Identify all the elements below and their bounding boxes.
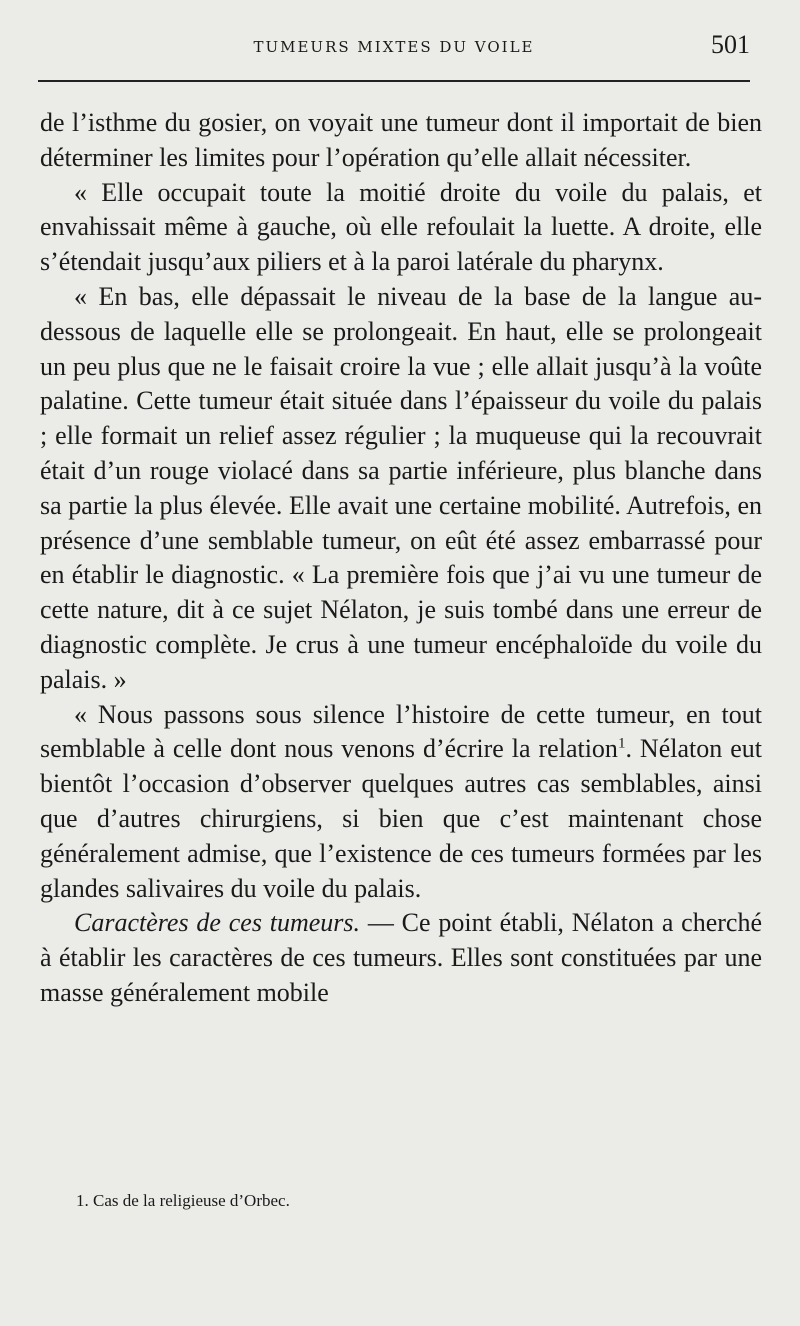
footnote: 1. Cas de la religieuse d’Orbec.	[76, 1191, 290, 1210]
running-title: TUMEURS MIXTES DU VOILE	[253, 38, 535, 56]
paragraph-5-text: — Ce point établi, Nélaton a cherché à établir les caractères de ces tumeurs. Elles sont constituées par une masse généralement mobile	[40, 908, 762, 1007]
paragraph-4	[40, 698, 762, 907]
paragraph-3-text: « En bas, elle dépassait le niveau de la base de la langue au-dessous de laquelle elle se prolongeait. En haut, elle se prolongeait un peu plus que ne le faisait croire la vue ; elle allait jusqu’à la voûte palatine. Cette tumeur était située dans l’épaisseur du voile du palais ; elle formait un relief assez régulier ; la muqueuse qui la recouvrait était d’un rouge violacé dans sa partie inférieure, plus blanche dans sa partie la plus élevée. Elle avait une certaine mobilité. Autrefois, en présence d’une semblable tumeur, on eût été assez embarrassé pour en établir le diagnostic. « La première fois que j’ai vu une tumeur de cette nature, dit à ce sujet Nélaton, je suis tombé dans une erreur de diagnostic complète. Je crus à une tumeur encéphaloïde du voile du palais. »	[40, 281, 762, 694]
paragraph-4-text-before: « Nous passons sous silence l’histoire de cette tumeur, en tout semblable à celle dont nous venons d’écrire la relation	[40, 699, 762, 764]
paragraph-1-text: de l’isthme du gosier, on voyait une tumeur dont il importait de bien déterminer les limites pour l’opération qu’elle allait nécessiter.	[40, 108, 762, 172]
paragraph-2	[40, 176, 762, 280]
paragraph-1	[40, 106, 762, 176]
section-heading-italic: Caractères de ces tumeurs.	[74, 908, 361, 938]
footnote-reference: 1	[617, 735, 626, 752]
paragraph-4-text-after: . Nélaton eut bientôt l’occasion d’observer quelques autres cas semblables, ainsi que d’autres chirurgiens, si bien que c’est maintenant chose généralement admise, que l’existence de ces tumeurs formées par les glandes salivaires du voile du palais.	[40, 734, 762, 903]
paragraph-2-text: « Elle occupait toute la moitié droite du voile du palais, et envahissait même à gauche, où elle refoulait la luette. A droite, elle s’étendait jusqu’aux piliers et à la paroi latérale du pharynx.	[40, 177, 762, 277]
header-rule	[38, 80, 750, 82]
paragraph-5	[40, 906, 762, 1010]
page-number: 501	[711, 30, 750, 59]
paragraph-3	[40, 280, 762, 698]
body-text	[40, 106, 762, 1011]
running-head	[38, 30, 750, 66]
